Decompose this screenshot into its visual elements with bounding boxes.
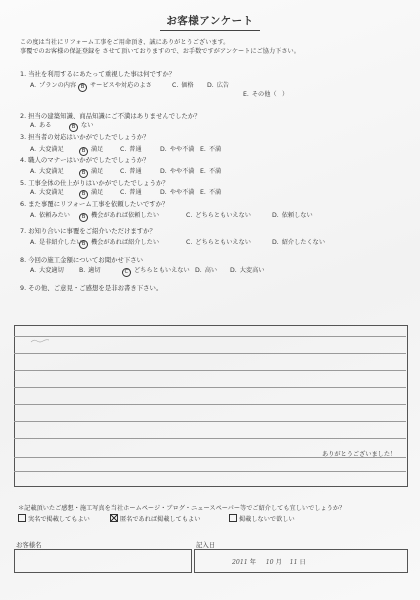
q4-option-2[interactable] <box>79 166 103 178</box>
q8-option-2-letter: B. <box>79 267 86 274</box>
publication-option-2[interactable] <box>110 514 200 523</box>
intro-line-2: 事覆でのお客様の保証登録を させて頂いておりますので、お手数ですがアンケートにご協力下さい。 <box>20 48 300 55</box>
q5-option-1[interactable] <box>30 187 64 196</box>
q3-option-1-letter: A. <box>30 146 37 153</box>
publication-option-1[interactable] <box>18 514 90 523</box>
q5-option-4-label: やや不満 <box>167 189 195 196</box>
date-month-unit: 月 <box>275 559 282 566</box>
q3-option-5-label: 不満 <box>206 146 222 153</box>
q3-option-4-letter: D. <box>160 146 167 153</box>
title-underline <box>160 30 260 31</box>
q1-option-5-letter: E. <box>243 91 249 98</box>
q4-option-3[interactable] <box>120 166 142 175</box>
publication-option-label: 匿名であれば掲載してもよい <box>120 516 201 523</box>
q8-option-3-label: どちらともいえない <box>132 267 190 274</box>
q8-option-1[interactable] <box>30 265 64 274</box>
q4-option-5-letter: E. <box>200 168 206 175</box>
question-3: 3. 担当者の対応はいかがでしたでしょうか？ <box>20 133 150 141</box>
q1-option-2[interactable] <box>78 80 152 92</box>
q8-option-5[interactable] <box>230 265 264 274</box>
q1-option-3[interactable] <box>172 80 194 89</box>
q5-option-1-label: 大変満足 <box>37 189 64 196</box>
q1-option-1[interactable] <box>30 80 76 89</box>
intro-line-1: この度は当社にリフォーム工事をご用命頂き、誠にありがとうございます。 <box>20 39 230 46</box>
publication-option-label: 掲載しないで欲しい <box>239 516 295 523</box>
q4-option-3-label: 普通 <box>127 168 142 175</box>
checkbox-3[interactable] <box>229 514 237 522</box>
q1-option-4-label: 広告 <box>214 82 230 89</box>
thanks-message: ありがとうございました！ <box>322 451 397 458</box>
q8-option-5-letter: D. <box>230 267 237 274</box>
publication-question: ＊記載頂いたご感想・施工写真を当社ホームページ・ブログ・ニュースペーパー等でご紹介しても宜しいでしょうか？ <box>18 505 346 512</box>
q1-option-2-circled-letter: B <box>78 83 87 92</box>
q6-option-2-label: 機会があれば依頼したい <box>89 212 160 219</box>
q6-option-4-label: 依頼しない <box>279 212 313 219</box>
q5-option-4-letter: D. <box>160 189 167 196</box>
q6-option-1-letter: A. <box>30 212 37 219</box>
q8-option-5-label: 大変高い <box>237 267 265 274</box>
q6-option-2-circled-letter: B <box>79 213 88 222</box>
q3-option-1-label: 大変満足 <box>37 146 64 153</box>
q4-option-3-letter: C. <box>120 168 127 175</box>
q8-option-3-circled-letter: C <box>122 268 131 277</box>
q7-option-3-label: どちらともいえない <box>193 239 251 246</box>
q2-option-2-circled-letter: B <box>69 123 78 132</box>
publication-option-label: 実名で掲載してもよい <box>28 516 90 523</box>
q7-option-4-letter: D. <box>272 239 279 246</box>
q4-option-4[interactable] <box>160 166 194 175</box>
q3-option-3[interactable] <box>120 144 142 153</box>
question-4: 4. 職人のマナーはいかがでしたでしょうか？ <box>20 156 150 164</box>
q2-option-2-label: ない <box>79 122 94 129</box>
comment-line-3 <box>14 370 406 371</box>
q2-option-2[interactable] <box>69 120 93 132</box>
q2-option-1-label: ある <box>37 122 52 129</box>
q1-option-3-label: 価格 <box>179 82 194 89</box>
q6-option-3[interactable] <box>186 210 251 219</box>
q6-option-1[interactable] <box>30 210 70 219</box>
q8-option-4-label: 高い <box>202 267 218 274</box>
q3-option-5-letter: E. <box>200 146 206 153</box>
q7-option-4[interactable] <box>272 237 325 246</box>
question-2: 2. 担当の建築知識、商品知識にご不満はありませんでしたか？ <box>20 112 201 120</box>
q5-option-4[interactable] <box>160 187 194 196</box>
q8-option-1-letter: A. <box>30 267 37 274</box>
customer-name-label: お客様名 <box>16 541 42 549</box>
question-8: 8. 今回の施工金額についてお聞かせ下さい <box>20 256 144 264</box>
question-6: 6. また事覆にリフォーム工事を依頼したいですか？ <box>20 200 169 208</box>
q5-option-5-label: 不満 <box>206 189 222 196</box>
q8-option-4-letter: D. <box>195 267 202 274</box>
comment-box[interactable] <box>14 325 408 487</box>
q8-option-2-label: 適切 <box>86 267 101 274</box>
q3-option-3-label: 普通 <box>127 146 142 153</box>
q4-option-4-label: やや不満 <box>167 168 195 175</box>
q4-option-1-letter: A. <box>30 168 37 175</box>
q3-option-4-label: やや不満 <box>167 146 195 153</box>
q8-option-2[interactable] <box>79 265 101 274</box>
q7-option-1-label: 是非紹介したい <box>37 239 83 246</box>
q2-option-1-letter: A. <box>30 122 37 129</box>
comment-line-2 <box>14 353 406 354</box>
q7-option-2[interactable] <box>79 237 159 249</box>
checkbox-2[interactable] <box>110 514 118 522</box>
date-year-unit: 年 <box>249 559 256 566</box>
q5-option-3[interactable] <box>120 187 142 196</box>
comment-line-7 <box>14 438 406 439</box>
scribble-mark <box>30 338 50 344</box>
q3-option-5[interactable] <box>200 144 221 153</box>
q4-option-5-label: 不満 <box>206 168 222 175</box>
q3-option-2-circled-letter: B <box>79 147 88 156</box>
q5-option-5-letter: E. <box>200 189 206 196</box>
q3-option-2-label: 満足 <box>89 146 104 153</box>
q5-option-3-letter: C. <box>120 189 127 196</box>
q6-option-3-label: どちらともいえない <box>193 212 251 219</box>
date-value <box>232 557 306 566</box>
q2-option-1[interactable] <box>30 120 51 129</box>
question-5: 5. 工事全体の仕上がりはいかがでしたでしょうか？ <box>20 179 169 187</box>
q6-option-2[interactable] <box>79 210 159 222</box>
q6-option-4-letter: D. <box>272 212 279 219</box>
q1-option-1-letter: A. <box>30 82 37 89</box>
q7-option-1-letter: A. <box>30 239 37 246</box>
q7-option-2-circled-letter: B <box>79 240 88 249</box>
q1-option-3-letter: C. <box>172 82 179 89</box>
other-close-paren: ） <box>282 91 289 98</box>
q1-option-1-label: プランの内容 <box>37 82 77 89</box>
date-year: 2011 <box>232 559 248 566</box>
q5-option-3-label: 普通 <box>127 189 142 196</box>
page-title: お客様アンケート <box>166 15 254 27</box>
q7-option-2-label: 機会があれば紹介したい <box>89 239 160 246</box>
q7-option-4-label: 紹介したくない <box>279 239 326 246</box>
question-7: 7. お知り合いに事覆をご紹介いただけますか？ <box>20 227 156 235</box>
q1-option-2-label: サービスや対応のよさ <box>88 82 152 89</box>
q8-option-4[interactable] <box>195 265 217 274</box>
q4-option-1[interactable] <box>30 166 64 175</box>
q4-option-2-circled-letter: B <box>79 169 88 178</box>
q3-option-3-letter: C. <box>120 146 127 153</box>
comment-line-6 <box>14 421 406 422</box>
q4-option-4-letter: D. <box>160 168 167 175</box>
q3-option-4[interactable] <box>160 144 194 153</box>
q8-option-3[interactable] <box>122 265 190 277</box>
q5-option-1-letter: A. <box>30 189 37 196</box>
q4-option-5[interactable] <box>200 166 221 175</box>
q7-option-1[interactable] <box>30 237 82 246</box>
q5-option-2[interactable] <box>79 187 103 199</box>
q8-option-1-label: 大変適切 <box>37 267 64 274</box>
date-label: 記入日 <box>196 541 216 549</box>
publication-option-3[interactable] <box>229 514 295 523</box>
q1-option-5-label: その他（ <box>249 91 277 98</box>
comment-line-5 <box>14 404 406 405</box>
q1-option-5[interactable] <box>243 89 277 98</box>
date-day: 11 <box>289 559 298 566</box>
comment-line-1 <box>14 336 406 337</box>
date-month: 10 <box>265 559 274 566</box>
q6-option-4[interactable] <box>272 210 313 219</box>
q5-option-2-circled-letter: B <box>79 190 88 199</box>
q5-option-2-label: 満足 <box>89 189 104 196</box>
comment-line-9 <box>14 471 406 472</box>
q4-option-1-label: 大変満足 <box>37 168 64 175</box>
question-1: 1. 当社を利用するにあたって重視した事は何ですか？ <box>20 70 176 78</box>
q7-option-3-letter: C. <box>186 239 193 246</box>
q7-option-3[interactable] <box>186 237 251 246</box>
date-day-unit: 日 <box>299 559 306 566</box>
q5-option-5[interactable] <box>200 187 221 196</box>
q6-option-1-label: 依頼みたい <box>37 212 70 219</box>
q1-option-4-letter: D. <box>207 82 214 89</box>
q6-option-3-letter: C. <box>186 212 193 219</box>
question-9: 9. その他、ご意見・ご感想を是非お書き下さい。 <box>20 284 163 292</box>
q4-option-2-label: 満足 <box>89 168 104 175</box>
customer-name-field[interactable] <box>14 549 192 573</box>
q3-option-1[interactable] <box>30 144 64 153</box>
q1-option-4[interactable] <box>207 80 229 89</box>
comment-line-4 <box>14 387 406 388</box>
checkbox-1[interactable] <box>18 514 26 522</box>
